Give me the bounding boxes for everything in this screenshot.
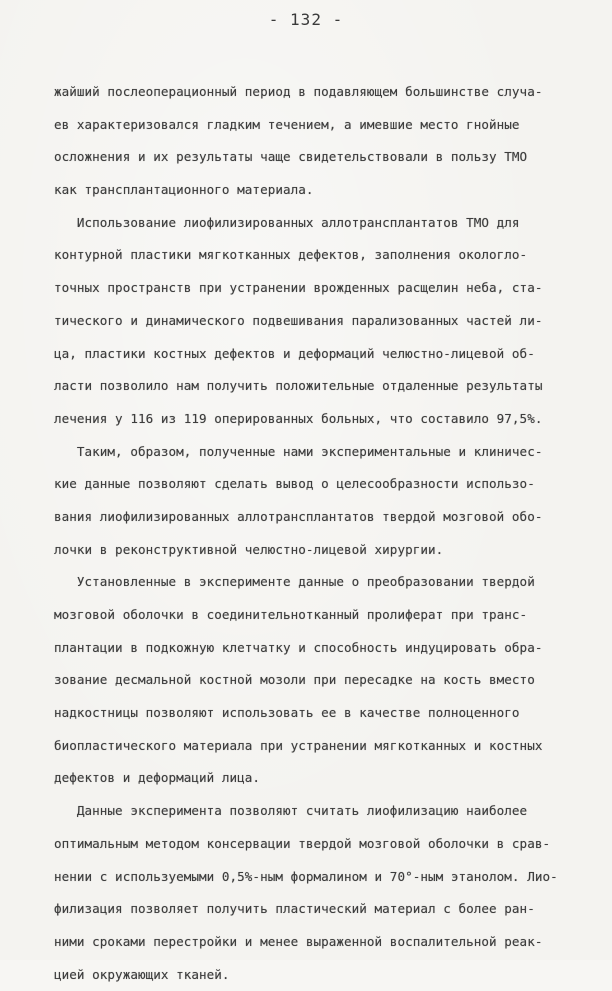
- text-line: контурной пластики мягкотканных дефектов, заполнения окологло-: [54, 247, 528, 263]
- text-line: мозговой оболочки в соединительнотканный пролиферат при транс-: [54, 607, 528, 622]
- text-line: оптимальным методом консервации твердой мозговой оболочки в срав-: [54, 835, 551, 851]
- text-line: ца, пластики костных дефектов и деформаций челюстно-лицевой об-: [54, 345, 535, 361]
- text-line: ев характеризовался гладким течением, а имевшие место гнойные: [54, 116, 520, 132]
- text-line: жайший послеоперационный период в подавляющем большинстве случа-: [54, 84, 543, 99]
- paragraph-2: [54, 207, 584, 436]
- text-line: Установленные в эксперименте данные о преобразовании твердой: [54, 574, 535, 590]
- text-line: вания лиофилизированных аллотрансплантатов твердой мозговой обо-: [54, 508, 543, 524]
- body-text: [54, 76, 584, 991]
- text-line: цией окружающих тканей.: [54, 966, 230, 982]
- text-line: тического и динамического подвешивания парализованных частей ли-: [54, 312, 543, 328]
- paragraph-3: [54, 436, 584, 567]
- text-line: Использование лиофилизированных аллотрансплантатов ТМО для: [54, 214, 520, 230]
- text-line: надкостницы позволяют использовать ее в качестве полноценного: [54, 705, 520, 721]
- paragraph-4: [54, 566, 584, 795]
- text-line: лочки в реконструктивной челюстно-лицевой хирургии.: [54, 541, 444, 557]
- text-line: Данные эксперимента позволяют считать лиофилизацию наиболее: [54, 803, 528, 819]
- text-line: Таким, образом, полученные нами экспериментальные и клиничес-: [54, 443, 543, 459]
- text-line: точных пространств при устранении врожденных расщелин неба, ста-: [54, 280, 543, 296]
- text-line: ласти позволило нам получить положительные отдаленные результаты: [54, 378, 543, 394]
- paragraph-5: [54, 795, 584, 991]
- text-line: биопластического материала при устранении мягкотканных и костных: [54, 737, 543, 753]
- text-line: зование десмальной костной мозоли при пересадке на кость вместо: [54, 672, 535, 688]
- text-line: дефектов и деформаций лица.: [54, 770, 261, 786]
- text-line: филизация позволяет получить пластический материал с более ран-: [54, 901, 535, 917]
- text-line: осложнения и их результаты чаще свидетельствовали в пользу ТМО: [54, 149, 528, 165]
- paragraph-1: [54, 76, 584, 207]
- text-line: ними сроками перестройки и менее выраженной воспалительной реак-: [54, 933, 543, 949]
- text-line: лечения у 116 из 119 оперированных больных, что составило 97,5%.: [54, 410, 543, 426]
- text-line: нении с используемыми 0,5%-ным формалином и 70°-ным этанолом. Лио-: [54, 868, 558, 884]
- text-line: как трансплантационного материала.: [54, 182, 314, 198]
- text-line: плантации в подкожную клетчатку и способность индуцировать обра-: [54, 639, 543, 655]
- page-number: - 132 -: [268, 10, 344, 29]
- text-line: кие данные позволяют сделать вывод о целесообразности использо-: [54, 476, 535, 492]
